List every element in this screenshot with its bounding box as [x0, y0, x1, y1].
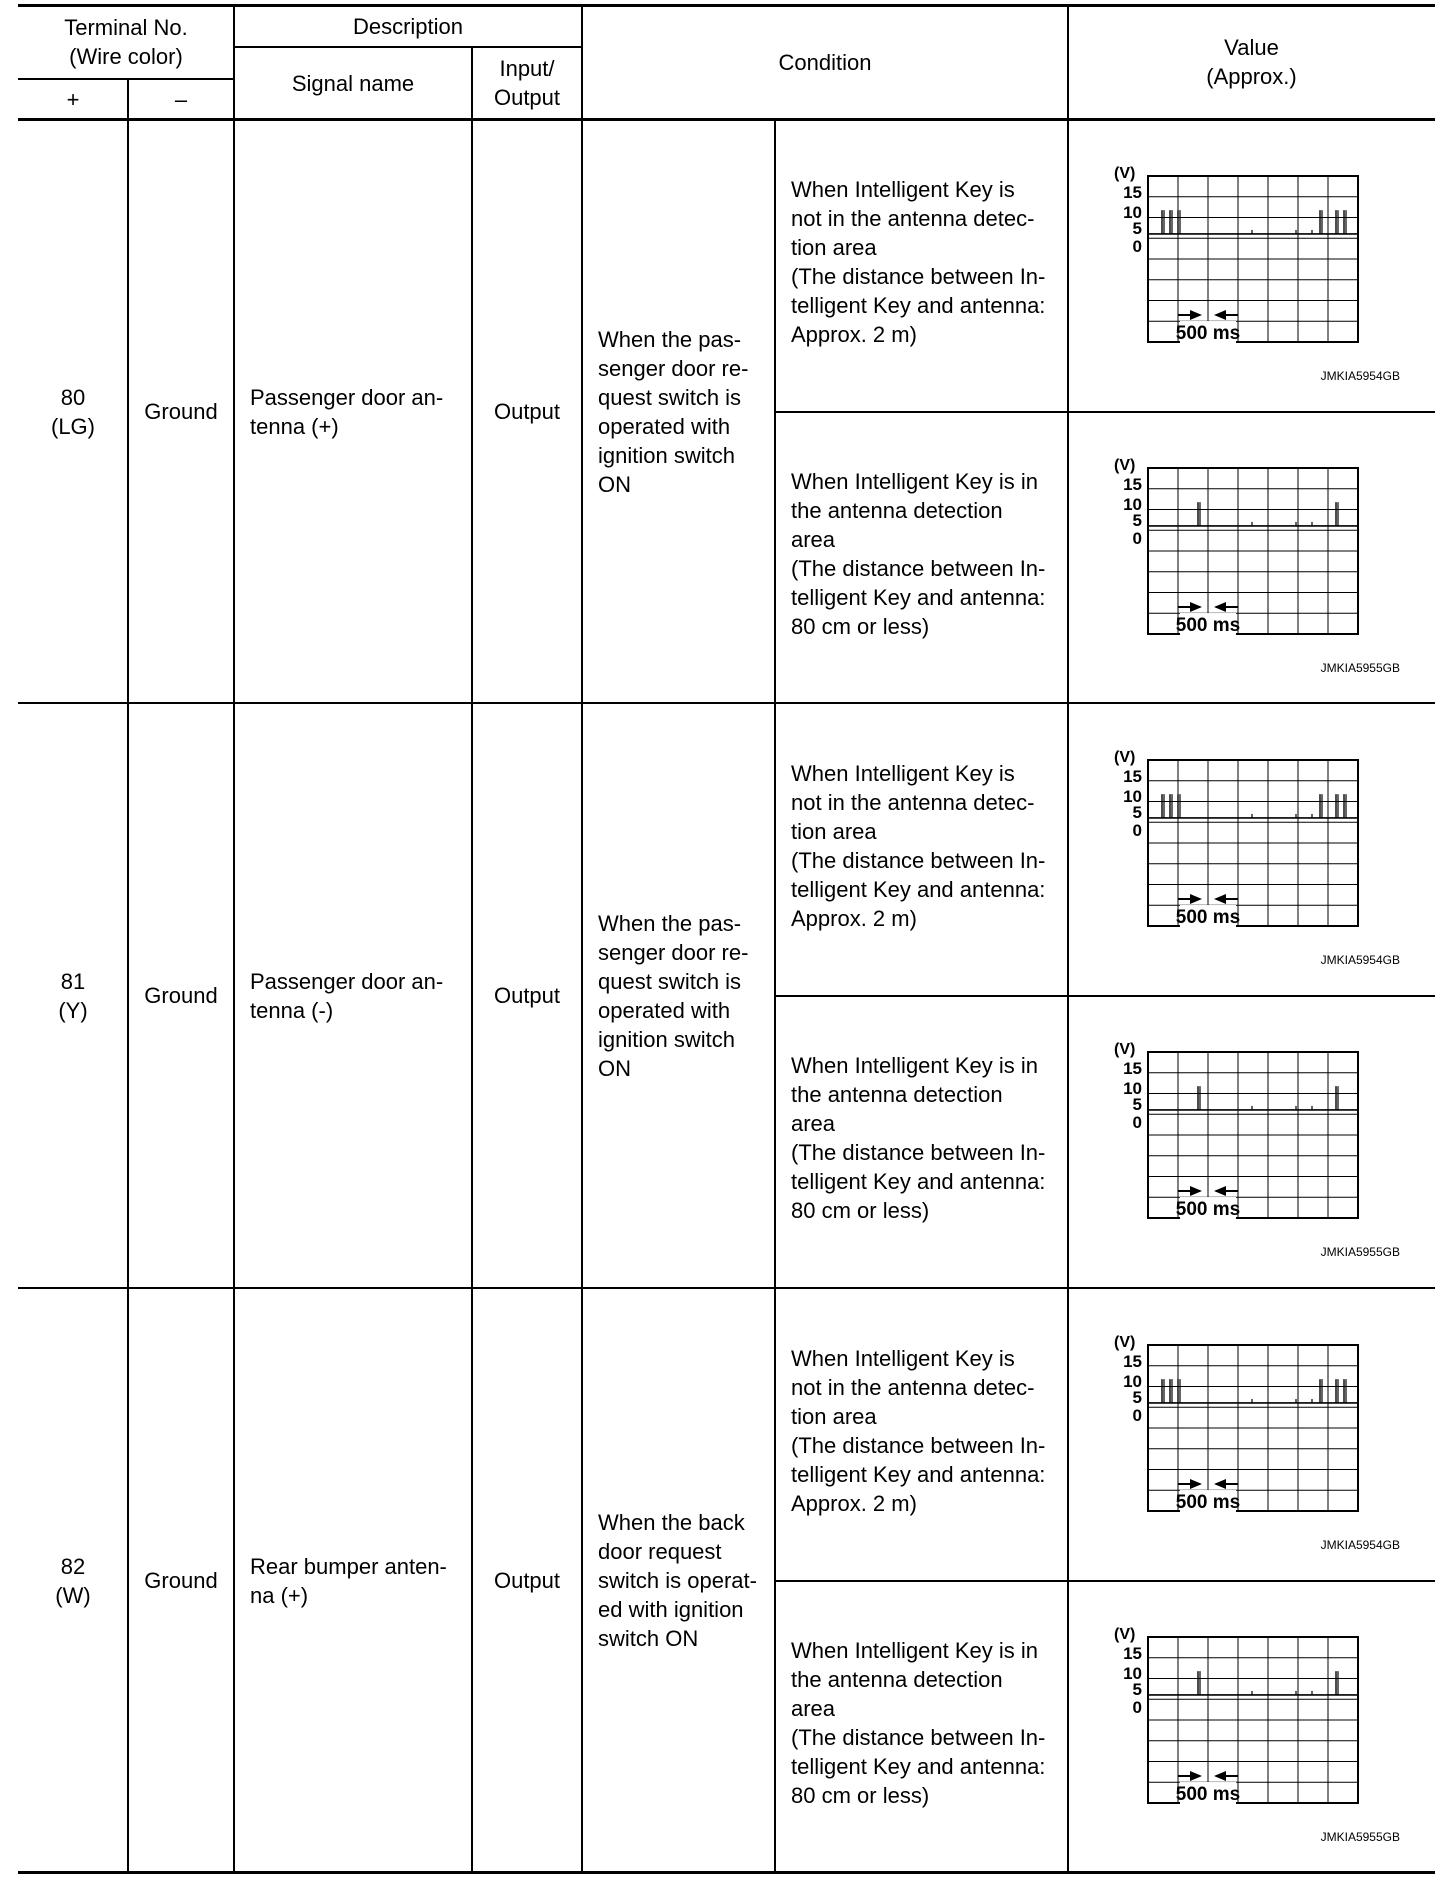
terminal-number	[18, 120, 128, 703]
oscilloscope-graph	[1110, 454, 1410, 674]
terminal-number-text: 80 (LG)	[51, 384, 95, 439]
y-tick-label: 5	[1132, 1680, 1142, 1699]
waveform-figure	[1110, 1331, 1410, 1556]
signal-name-text: Passenger door an- tenna (+)	[250, 384, 444, 439]
waveform-figure	[1110, 1038, 1410, 1263]
condition-detail-text: When Intelligent Key is not in the antenna detec- tion area (The distance between In- telligent Key and antenna: Approx. 2 m)	[791, 760, 1046, 931]
ground-terminal-text: Ground	[144, 983, 218, 1008]
time-scale-label: 500 ms	[1175, 1784, 1241, 1806]
condition-main-text: When the pas- senger door re- quest switch is operated with ignition switch ON	[598, 910, 749, 1081]
ground-terminal	[128, 1289, 234, 1872]
time-scale-label: 500 ms	[1175, 615, 1241, 637]
signal-name	[250, 1289, 470, 1872]
condition-main	[598, 1289, 774, 1872]
signal-name-text: Rear bumper anten- na (+)	[250, 1553, 447, 1608]
condition-detail	[791, 996, 1066, 1279]
condition-main-text: When the pas- senger door re- quest switch is operated with ignition switch ON	[598, 326, 749, 497]
y-tick-label: 10	[1123, 1372, 1142, 1391]
terminal-number	[18, 1289, 128, 1872]
condition-detail	[791, 1289, 1066, 1572]
volt-unit-label: (V)	[1114, 165, 1136, 182]
y-tick-label: 5	[1132, 803, 1142, 822]
condition-detail-text: When Intelligent Key is in the antenna detection area (The distance between In- telligent Key and antenna: 80 cm or less)	[791, 1052, 1046, 1223]
input-output	[472, 1289, 582, 1872]
ground-terminal	[128, 704, 234, 1287]
waveform-figure	[1110, 454, 1410, 679]
header-signal-name	[234, 48, 472, 118]
header-plus	[18, 80, 128, 118]
y-tick-label: 10	[1123, 1664, 1142, 1683]
condition-detail	[791, 412, 1066, 695]
y-tick-label: 5	[1132, 1095, 1142, 1114]
y-tick-label: 10	[1123, 495, 1142, 514]
oscilloscope-graph	[1110, 1038, 1410, 1258]
condition-detail-text: When Intelligent Key is in the antenna detection area (The distance between In- telligent Key and antenna: 80 cm or less)	[791, 1637, 1046, 1808]
header-value-text: Value (Approx.)	[1206, 35, 1297, 89]
input-output-text: Output	[493, 1568, 561, 1593]
col-rule-value	[1067, 5, 1069, 1872]
condition-detail	[791, 1581, 1066, 1864]
ground-terminal-text: Ground	[144, 399, 218, 424]
input-output	[472, 120, 582, 703]
y-tick-label: 15	[1123, 767, 1142, 786]
input-output	[472, 704, 582, 1287]
input-output-text: Output	[493, 983, 561, 1008]
terminal-number	[18, 704, 128, 1287]
col-rule-condition	[774, 119, 776, 1872]
header-minus-text: –	[174, 86, 188, 112]
condition-detail-text: When Intelligent Key is not in the antenna detec- tion area (The distance between In- telligent Key and antenna: Approx. 2 m)	[791, 176, 1046, 347]
waveform-figure	[1110, 1623, 1410, 1848]
y-tick-label: 5	[1132, 219, 1142, 238]
oscilloscope-graph	[1110, 746, 1410, 966]
signal-name	[250, 120, 470, 703]
condition-detail-text: When Intelligent Key is in the antenna detection area (The distance between In- telligent Key and antenna: 80 cm or less)	[791, 468, 1046, 639]
oscilloscope-graph	[1110, 162, 1410, 382]
y-tick-label: 0	[1132, 237, 1142, 256]
y-tick-label: 5	[1132, 1388, 1142, 1407]
time-scale-label: 500 ms	[1175, 323, 1241, 345]
figure-code: JMKIA5955GB	[1320, 1245, 1400, 1259]
y-tick-label: 0	[1132, 1113, 1142, 1132]
y-tick-label: 10	[1123, 1079, 1142, 1098]
header-description-text: Description	[352, 13, 464, 39]
y-tick-label: 0	[1132, 1406, 1142, 1425]
y-tick-label: 15	[1123, 1059, 1142, 1078]
oscilloscope-graph	[1110, 1331, 1410, 1551]
time-scale-label: 500 ms	[1175, 1492, 1241, 1514]
volt-unit-label: (V)	[1114, 1626, 1136, 1643]
y-tick-label: 10	[1123, 787, 1142, 806]
figure-code: JMKIA5954GB	[1320, 369, 1400, 383]
y-tick-label: 0	[1132, 1698, 1142, 1717]
header-signal-name-text: Signal name	[291, 70, 415, 96]
header-condition	[582, 6, 1068, 118]
header-value	[1068, 6, 1435, 118]
terminal-number-text: 81 (Y)	[58, 968, 88, 1023]
time-scale-label: 500 ms	[1175, 907, 1241, 929]
signal-name-text: Passenger door an- tenna (-)	[250, 968, 444, 1023]
header-description	[234, 6, 582, 46]
y-tick-label: 15	[1123, 1352, 1142, 1371]
header-condition-text: Condition	[778, 49, 872, 75]
figure-code: JMKIA5954GB	[1320, 953, 1400, 967]
volt-unit-label: (V)	[1114, 457, 1136, 474]
header-plus-text: +	[66, 86, 80, 112]
time-scale-label: 500 ms	[1175, 1199, 1241, 1221]
y-tick-label: 0	[1132, 821, 1142, 840]
condition-detail-text: When Intelligent Key is not in the antenna detec- tion area (The distance between In- telligent Key and antenna: Approx. 2 m)	[791, 1345, 1046, 1516]
volt-unit-label: (V)	[1114, 1041, 1136, 1058]
header-input-output-text: Input/ Output	[493, 56, 561, 110]
header-minus	[128, 80, 234, 118]
y-tick-label: 15	[1123, 1644, 1142, 1663]
header-input-output	[472, 48, 582, 118]
condition-main	[598, 704, 774, 1287]
figure-code: JMKIA5955GB	[1320, 661, 1400, 675]
ground-terminal-text: Ground	[144, 1568, 218, 1593]
volt-unit-label: (V)	[1114, 749, 1136, 766]
y-tick-label: 10	[1123, 203, 1142, 222]
input-output-text: Output	[493, 399, 561, 424]
figure-code: JMKIA5955GB	[1320, 1830, 1400, 1844]
figure-code: JMKIA5954GB	[1320, 1538, 1400, 1552]
y-tick-label: 15	[1123, 183, 1142, 202]
condition-detail	[791, 704, 1066, 987]
y-tick-label: 0	[1132, 529, 1142, 548]
y-tick-label: 5	[1132, 511, 1142, 530]
condition-main	[598, 120, 774, 703]
waveform-figure	[1110, 162, 1410, 387]
header-terminal-no	[18, 6, 234, 78]
volt-unit-label: (V)	[1114, 1334, 1136, 1351]
terminal-number-text: 82 (W)	[55, 1553, 91, 1608]
condition-detail	[791, 120, 1066, 403]
oscilloscope-graph	[1110, 1623, 1410, 1843]
y-tick-label: 15	[1123, 475, 1142, 494]
ground-terminal	[128, 120, 234, 703]
signal-name	[250, 704, 470, 1287]
header-terminal-no-text: Terminal No. (Wire color)	[64, 15, 188, 69]
waveform-figure	[1110, 746, 1410, 971]
condition-main-text: When the back door request switch is operat- ed with ignition switch ON	[598, 1510, 757, 1651]
